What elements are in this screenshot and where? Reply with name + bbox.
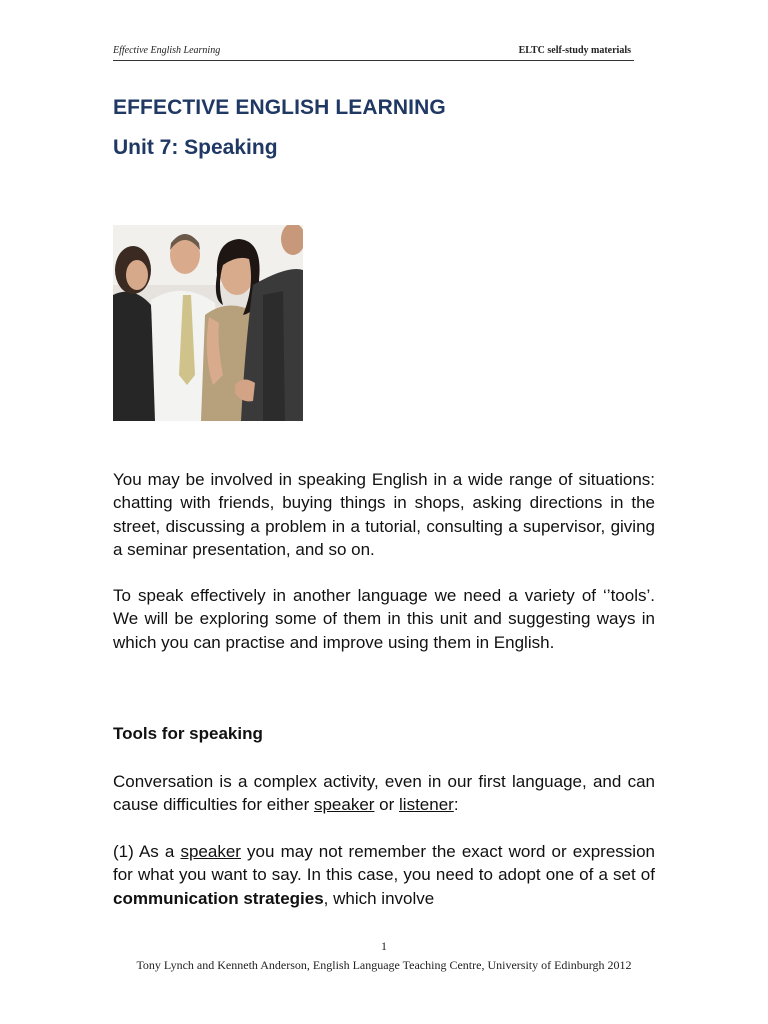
conversation-or: or [374,795,400,815]
point-one-middle: you may not remember the exact word or expression for what you want to say. In this case, you need to adopt one of a set of [113,842,655,885]
tools-paragraph: To speak effectively in another language we need a variety of ‘’tools’. We will be exploring some of them in this unit and suggesting ways in which you can practise and improve using them in English. [113,586,655,652]
section-heading: Tools for speaking [113,724,263,743]
communication-strategies-term: communication strategies [113,888,324,908]
page-number: 1 [381,939,387,953]
point-one-paragraph [113,840,655,910]
conversation-paragraph [113,770,655,817]
point-one-end: , which involve [323,888,435,908]
header-right-text: ELTC self-study materials [518,45,631,56]
header-left-text: Effective English Learning [113,45,221,56]
listener-term: listener [399,795,454,815]
conversation-colon: : [453,795,459,815]
conversation-text-start: Conversation is a complex activity, even in our first language, and can cause difficulties for either [113,772,655,815]
speaker-term-2: speaker [180,842,241,861]
people-conversation-photo [113,225,303,421]
unit-subtitle: Unit 7: Speaking [113,136,278,159]
footer-credit: Tony Lynch and Kenneth Anderson, English Language Teaching Centre, University of Edinburgh 2012 [136,958,632,972]
header-rule [113,60,634,61]
intro-paragraph: You may be involved in speaking English in a wide range of situations: chatting with friends, buying things in shops, asking directions in the street, discussing a problem in a tutorial, consulting a supervisor, giving a seminar presentation, and so on. [113,470,655,559]
speaker-term: speaker [313,795,375,815]
document-title: EFFECTIVE ENGLISH LEARNING [113,96,446,119]
point-one-start: (1) As a [113,842,181,861]
